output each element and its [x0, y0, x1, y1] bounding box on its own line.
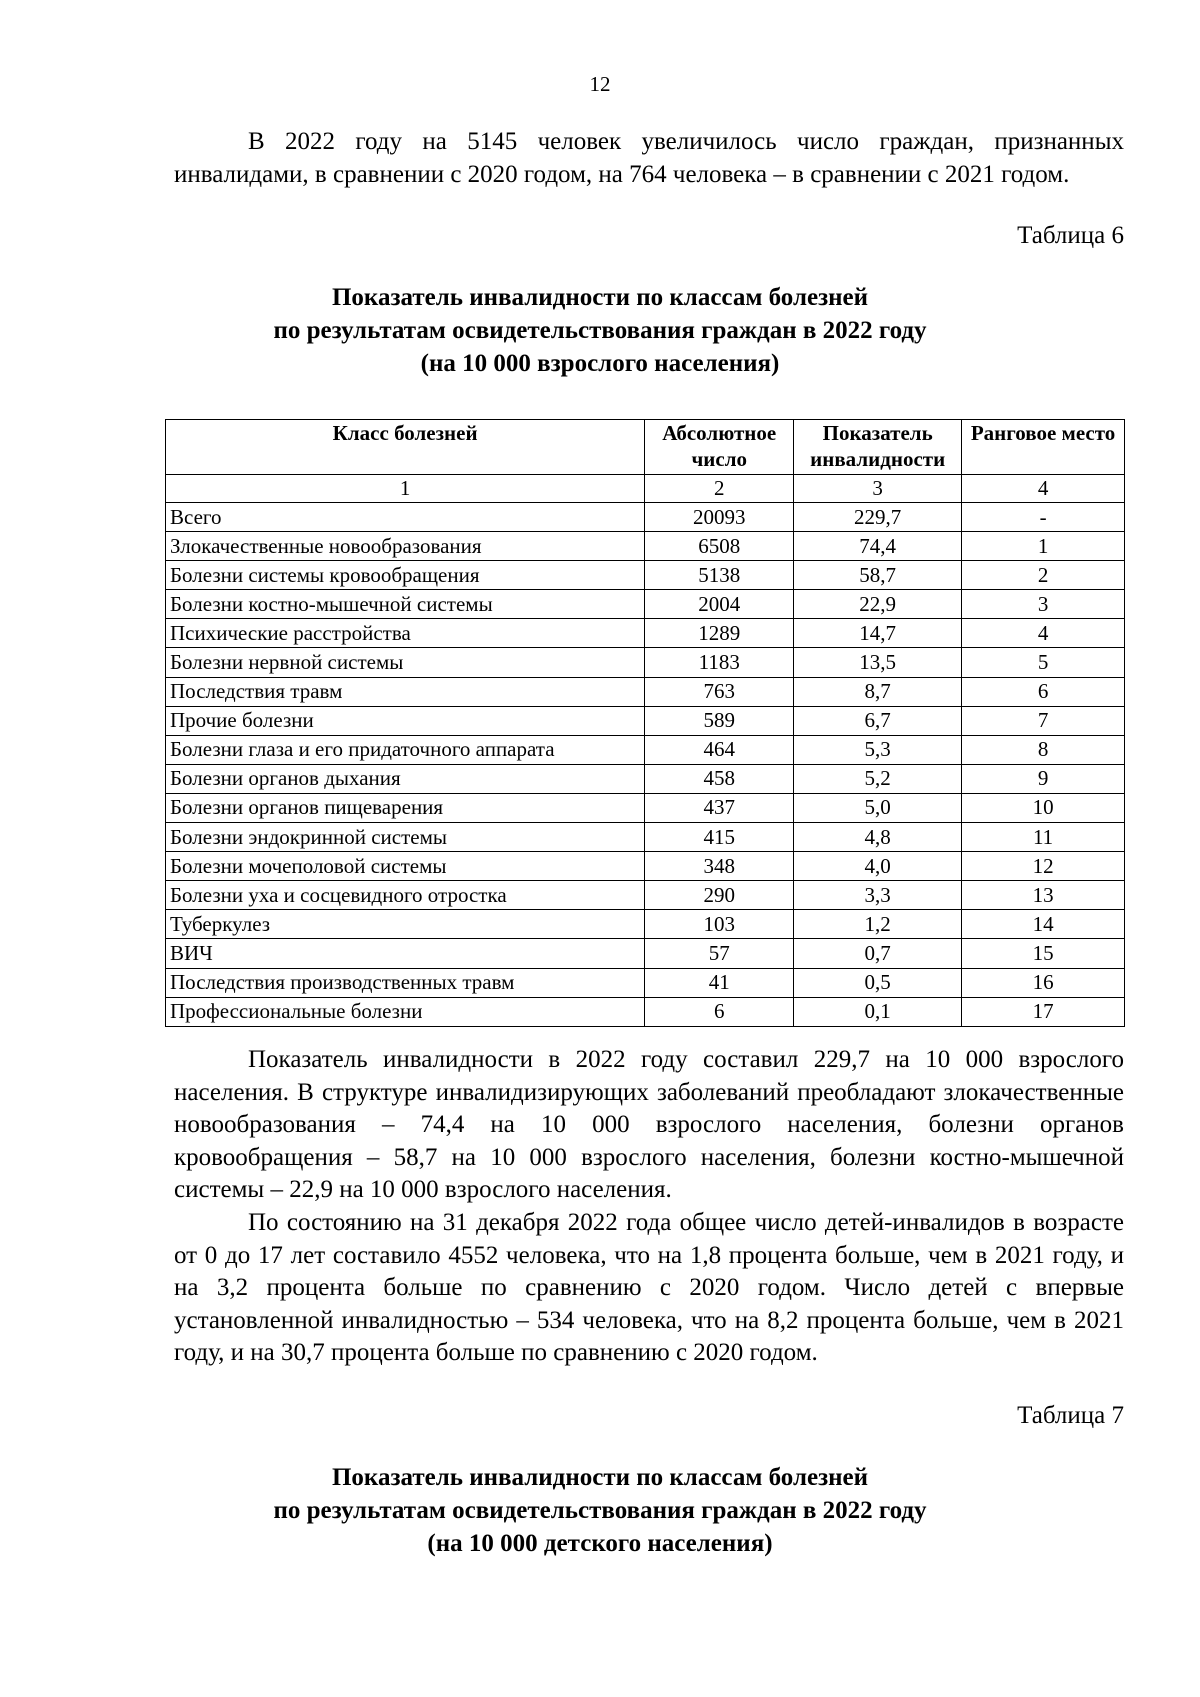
- table-row: [166, 939, 1125, 968]
- rank-cell: 4: [962, 619, 1125, 648]
- table-row: [166, 852, 1125, 881]
- disease-class-cell: Болезни эндокринной системы: [166, 823, 645, 852]
- table-row: [166, 968, 1125, 997]
- table-row: [166, 793, 1125, 822]
- absolute-number-cell: 589: [645, 706, 794, 735]
- disability-rate-cell: 58,7: [794, 561, 962, 590]
- absolute-number-cell: 6508: [645, 532, 794, 561]
- absolute-number-cell: 41: [645, 968, 794, 997]
- disability-rate-cell: 3,3: [794, 881, 962, 910]
- disease-class-cell: Туберкулез: [166, 910, 645, 939]
- table-row: [166, 648, 1125, 677]
- paragraph-rate-summary: Показатель инвалидности в 2022 году составил 229,7 на 10 000 взрослого населения. В структуре инвалидизирующих заболеваний преобладают злокачественные новообразования – 74,4 на 10 000 взрослого населения, болезни органов кровообращения – 58,7 на 10 000 взрослого населения, болезни костно-мышечной системы – 22,9 на 10 000 взрослого населения.: [174, 1046, 1124, 1204]
- absolute-number-cell: 1183: [645, 648, 794, 677]
- disease-class-cell: ВИЧ: [166, 939, 645, 968]
- absolute-number-cell: 437: [645, 793, 794, 822]
- disability-rate-cell: 4,0: [794, 852, 962, 881]
- table-row: [166, 997, 1125, 1026]
- disability-rate-cell: 229,7: [794, 503, 962, 532]
- table-row: [166, 764, 1125, 793]
- disability-rate-cell: 8,7: [794, 677, 962, 706]
- table6-label: Таблица 6: [1017, 222, 1124, 249]
- disability-rate-cell: 13,5: [794, 648, 962, 677]
- rank-cell: 16: [962, 968, 1125, 997]
- disease-class-cell: Болезни органов дыхания: [166, 764, 645, 793]
- rank-cell: 7: [962, 706, 1125, 735]
- rank-cell: 9: [962, 764, 1125, 793]
- disease-class-cell: Последствия производственных травм: [166, 968, 645, 997]
- disease-class-cell: Профессиональные болезни: [166, 997, 645, 1026]
- disease-class-cell: Болезни мочеполовой системы: [166, 852, 645, 881]
- absolute-number-cell: 20093: [645, 503, 794, 532]
- rank-cell: 10: [962, 793, 1125, 822]
- table6-title-line: Показатель инвалидности по классам болезней: [331, 284, 869, 311]
- disease-class-cell: Болезни системы кровообращения: [166, 561, 645, 590]
- table-row: [166, 532, 1125, 561]
- column-number-row: [166, 475, 1125, 503]
- absolute-number-cell: 415: [645, 823, 794, 852]
- header-absolute-number: Абсолютное число: [645, 420, 794, 475]
- table-row: [166, 735, 1125, 764]
- absolute-number-cell: 763: [645, 677, 794, 706]
- table-row: [166, 619, 1125, 648]
- disability-rate-cell: 5,2: [794, 764, 962, 793]
- table7-label: Таблица 7: [1017, 1402, 1124, 1429]
- disability-rate-cell: 1,2: [794, 910, 962, 939]
- absolute-number-cell: 1289: [645, 619, 794, 648]
- disability-rate-cell: 5,0: [794, 793, 962, 822]
- disease-class-cell: Прочие болезни: [166, 706, 645, 735]
- page-number: 12: [589, 72, 611, 96]
- rank-cell: 15: [962, 939, 1125, 968]
- table-row: [166, 823, 1125, 852]
- disability-rate-cell: 5,3: [794, 735, 962, 764]
- absolute-number-cell: 5138: [645, 561, 794, 590]
- table-row: [166, 503, 1125, 532]
- column-number: 3: [794, 475, 962, 503]
- header-rank: Ранговое место: [962, 420, 1125, 475]
- disease-class-cell: Последствия травм: [166, 677, 645, 706]
- absolute-number-cell: 6: [645, 997, 794, 1026]
- disease-class-cell: Болезни глаза и его придаточного аппарата: [166, 735, 645, 764]
- rank-cell: 8: [962, 735, 1125, 764]
- rank-cell: 13: [962, 881, 1125, 910]
- disability-rate-cell: 14,7: [794, 619, 962, 648]
- table7-title: [0, 1461, 1200, 1560]
- table-row: [166, 910, 1125, 939]
- disease-class-cell: Злокачественные новообразования: [166, 532, 645, 561]
- absolute-number-cell: 2004: [645, 590, 794, 619]
- header-disability-rate: Показатель инвалидности: [794, 420, 962, 475]
- rank-cell: 17: [962, 997, 1125, 1026]
- rank-cell: 5: [962, 648, 1125, 677]
- intro-paragraph: В 2022 году на 5145 человек увеличилось число граждан, признанных инвалидами, в сравнении с 2020 годом, на 764 человека – в сравнении с 2021 годом.: [174, 128, 1124, 188]
- disability-rate-cell: 74,4: [794, 532, 962, 561]
- table7-title-line: Показатель инвалидности по классам болезней: [331, 1464, 869, 1491]
- absolute-number-cell: 458: [645, 764, 794, 793]
- table-row: [166, 881, 1125, 910]
- column-number: 1: [166, 475, 645, 503]
- table7-title-line: (на 10 000 детского населения): [427, 1530, 773, 1557]
- disease-class-cell: Болезни нервной системы: [166, 648, 645, 677]
- rank-cell: 12: [962, 852, 1125, 881]
- absolute-number-cell: 464: [645, 735, 794, 764]
- table-row: [166, 590, 1125, 619]
- table6-body: [166, 503, 1125, 1027]
- rank-cell: 11: [962, 823, 1125, 852]
- rank-cell: 3: [962, 590, 1125, 619]
- disease-class-cell: Психические расстройства: [166, 619, 645, 648]
- absolute-number-cell: 290: [645, 881, 794, 910]
- disease-class-cell: Всего: [166, 503, 645, 532]
- table-row: [166, 561, 1125, 590]
- disability-rate-cell: 22,9: [794, 590, 962, 619]
- rank-cell: -: [962, 503, 1125, 532]
- disease-class-cell: Болезни костно-мышечной системы: [166, 590, 645, 619]
- absolute-number-cell: 103: [645, 910, 794, 939]
- disability-rate-cell: 4,8: [794, 823, 962, 852]
- paragraph-children-summary: По состоянию на 31 декабря 2022 года общее число детей-инвалидов в возрасте от 0 до 17 лет составило 4552 человека, что на 1,8 процента больше, чем в 2021 году, и на 3,2 процента больше по сравнению с 2020 годом. Число детей с впервые установленной инвалидностью – 534 человека, что на 8,2 процента больше, чем в 2021 году, и на 30,7 процента больше по сравнению с 2020 годом.: [174, 1209, 1124, 1367]
- table6-title-line: (на 10 000 взрослого населения): [420, 350, 780, 377]
- rank-cell: 6: [962, 677, 1125, 706]
- table6-title: [0, 281, 1200, 380]
- disease-class-cell: Болезни органов пищеварения: [166, 793, 645, 822]
- column-number: 4: [962, 475, 1125, 503]
- table7-title-line: по результатам освидетельствования граждан в 2022 году: [273, 1497, 927, 1524]
- table-row: [166, 706, 1125, 735]
- table6: [165, 419, 1125, 1027]
- table-row: [166, 677, 1125, 706]
- absolute-number-cell: 348: [645, 852, 794, 881]
- disability-rate-cell: 0,1: [794, 997, 962, 1026]
- rank-cell: 1: [962, 532, 1125, 561]
- rank-cell: 2: [962, 561, 1125, 590]
- rank-cell: 14: [962, 910, 1125, 939]
- disease-class-cell: Болезни уха и сосцевидного отростка: [166, 881, 645, 910]
- disability-rate-cell: 6,7: [794, 706, 962, 735]
- column-number: 2: [645, 475, 794, 503]
- disability-rate-cell: 0,5: [794, 968, 962, 997]
- table6-title-line: по результатам освидетельствования граждан в 2022 году: [273, 317, 927, 344]
- disability-rate-cell: 0,7: [794, 939, 962, 968]
- absolute-number-cell: 57: [645, 939, 794, 968]
- header-disease-class: Класс болезней: [166, 420, 645, 475]
- table-header-row: [166, 420, 1125, 475]
